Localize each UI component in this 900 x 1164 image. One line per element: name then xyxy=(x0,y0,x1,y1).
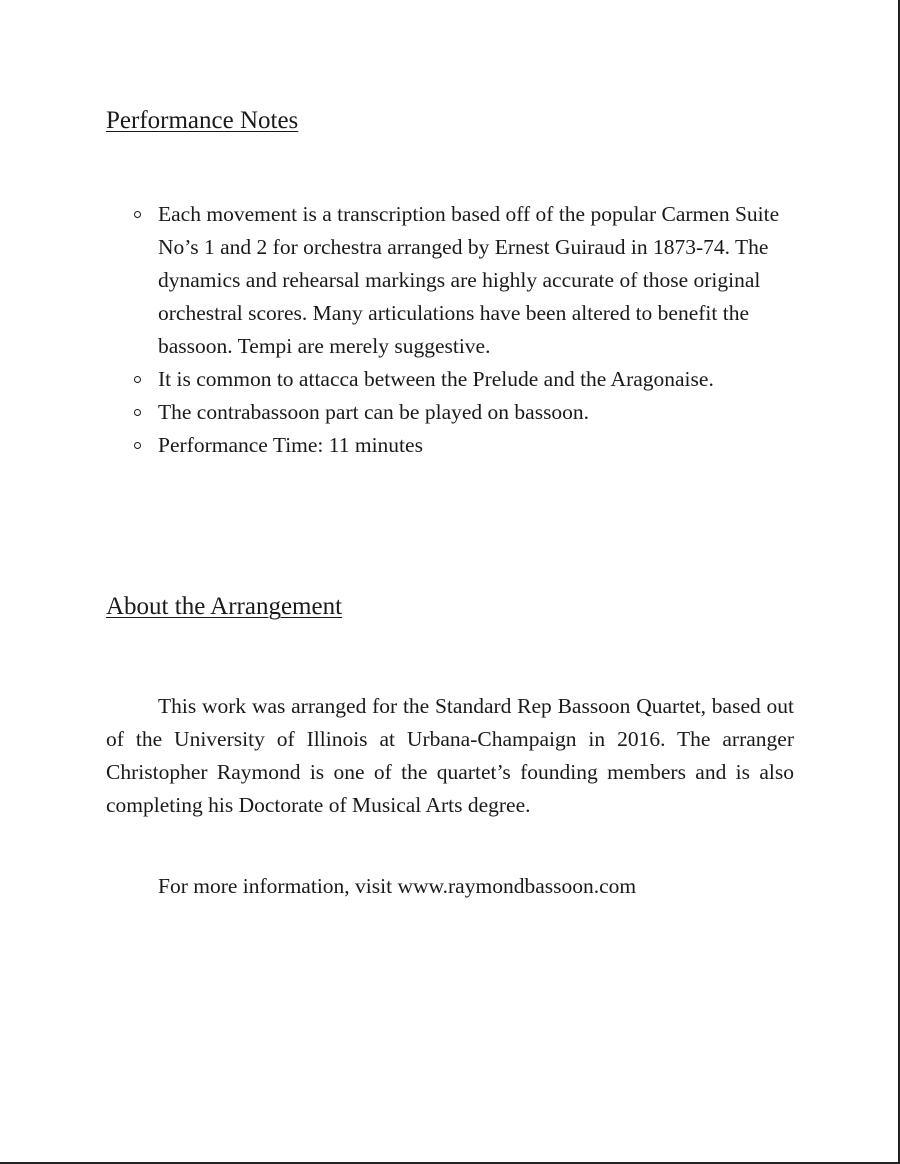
list-item xyxy=(158,396,798,429)
circle-bullet-icon xyxy=(134,442,141,449)
about-arrangement-heading: About the Arrangement xyxy=(106,593,343,620)
list-item-text: Each movement is a transcription based off of the popular Carmen Suite No’s 1 and 2 for orchestra arranged by Ernest Guiraud in 1873-74. The dynamics and rehearsal markings are highly accurate of those original orchestral scores. Many articulations have been altered to benefit the bassoon. Tempi are merely suggestive. xyxy=(158,202,780,358)
circle-bullet-icon xyxy=(134,409,141,416)
performance-notes-heading: Performance Notes xyxy=(106,107,299,134)
list-item-text: It is common to attacca between the Prelude and the Aragonaise. xyxy=(158,367,714,391)
list-item-text: Performance Time: 11 minutes xyxy=(158,433,423,457)
list-item-text: The contrabassoon part can be played on bassoon. xyxy=(158,400,590,424)
list-item xyxy=(158,363,798,396)
list-item xyxy=(158,198,798,363)
circle-bullet-icon xyxy=(134,376,141,383)
list-item xyxy=(158,429,798,462)
circle-bullet-icon xyxy=(134,211,141,218)
performance-notes-list xyxy=(158,198,798,462)
more-info-paragraph: For more information, visit www.raymondbassoon.com xyxy=(158,874,637,898)
about-paragraph: This work was arranged for the Standard Rep Bassoon Quartet, based out of the University of Illinois at Urbana-Champaign in 2016. The arranger Christopher Raymond is one of the quartet’s founding members and is also completing his Doctorate of Musical Arts degree. xyxy=(106,694,794,817)
